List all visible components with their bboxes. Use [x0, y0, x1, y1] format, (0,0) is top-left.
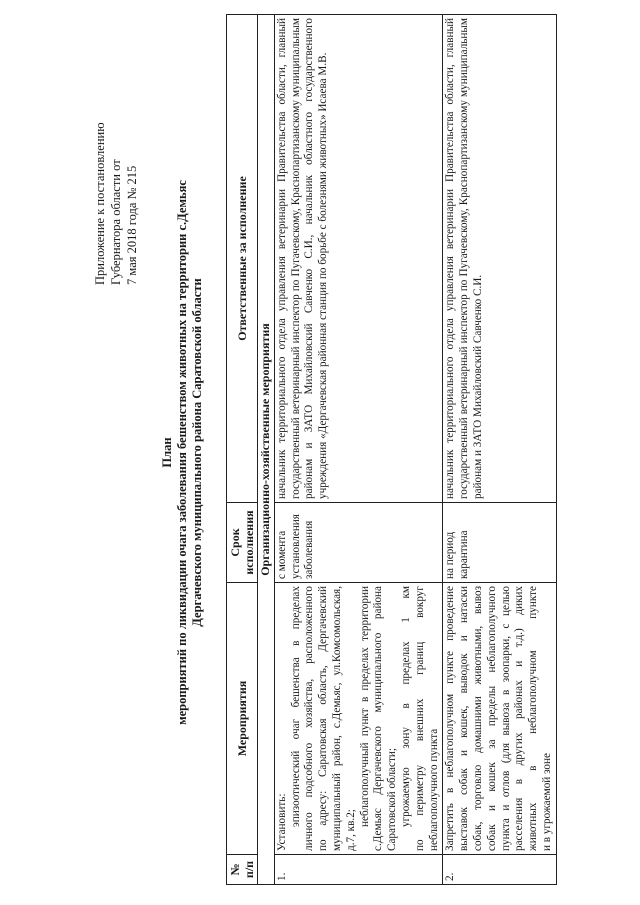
measure-line: животных в неблагополучном пункте [527, 586, 540, 851]
measure-line: эпизоотический очаг бешенства в пределах [289, 586, 302, 827]
measure-line: неблагополучный пункт в пределах территории [358, 586, 371, 827]
header-term: Срок исполнения [227, 503, 258, 583]
measure-line: и в угрожаемой зоне [540, 753, 553, 851]
appendix-line: Губернатора области от [109, 159, 123, 285]
measure-line: пункта и отлов (для вывоза в зоопарки, с целью [499, 586, 512, 851]
table-row [443, 15, 556, 885]
measure-line: Установить: [275, 793, 288, 851]
title-line: Дергачевского муниципального района Саратовской области [190, 278, 204, 627]
appendix-line: Приложение к постановлению [93, 122, 107, 285]
measure-cell [274, 583, 443, 855]
measure-line: угрожаемую зону в пределах 1 км [399, 586, 412, 827]
measure-cell [443, 583, 556, 855]
measure-line: Запретить в неблагополучном пункте проведение [444, 586, 457, 851]
header-responsible: Ответственные за исполнение [227, 15, 258, 503]
measure-line: муниципальный район, с.Демьяс, ул.Комсомольская, [330, 586, 343, 851]
measure-line: д.7, кв.2; [344, 809, 357, 851]
measure-line: с.Демьяс Дергачевского муниципального района [372, 586, 385, 851]
measure-line: по периметру внешних границ вокруг [413, 586, 426, 851]
measure-line: личного подсобного хозяйства, расположенного [303, 586, 316, 851]
appendix-line: 7 мая 2018 года № 215 [125, 165, 139, 285]
appendix-note [92, 35, 140, 285]
header-num: № п/п [227, 855, 258, 885]
responsible-cell: начальник территориального отдела управления ветеринарии Правительства области, главный государственный ветеринарный инспектор по Пугачевскому, Краснопартизанскому муниципальным районам и ЗАТО Михайловский Савченко С.И. [443, 15, 556, 503]
title-line: План [160, 437, 174, 468]
measure-line: Саратовской области; [386, 748, 399, 851]
title-line: мероприятий по ликвидации очага заболевания бешенством животных на территории с.Демьяс [175, 180, 189, 725]
measure-line: собак и кошек за пределы неблагополучного [485, 586, 498, 851]
responsible-cell: начальник территориального отдела управления ветеринарии Правительства области, главный государственный ветеринарный инспектор по Пугачевскому, Краснопартизанскому муниципальным районам и ЗАТО Михайловский Савченко С.И., начальник областного государственного учреждения «Дергачевская районная станция по борьбе с болезнями животных» Исаева М.В. [274, 15, 443, 503]
measures-table [226, 14, 557, 885]
measure-line: расселения в других районах и т.д.) диких [513, 586, 526, 851]
table-row [274, 15, 443, 885]
section-row [258, 15, 275, 885]
measure-line: неблагополучного пункта [427, 728, 440, 851]
measure-line: по адресу: Саратовская область, Дергачевский [317, 586, 330, 851]
table-header-row [227, 15, 258, 885]
row-number: 1. [274, 855, 443, 885]
term-cell: с момента установления заболевания [274, 503, 443, 583]
measure-line: выставок собак и кошек, выводок и натаски [458, 586, 471, 851]
term-cell: на период карантина [443, 503, 556, 583]
row-number: 2. [443, 855, 556, 885]
header-measures: Мероприятия [227, 583, 258, 855]
measure-line: собак, торговлю домашними животными, вывоз [471, 586, 484, 851]
section-title: Организационно-хозяйственные мероприятия [258, 15, 275, 885]
document-title [160, 30, 205, 875]
